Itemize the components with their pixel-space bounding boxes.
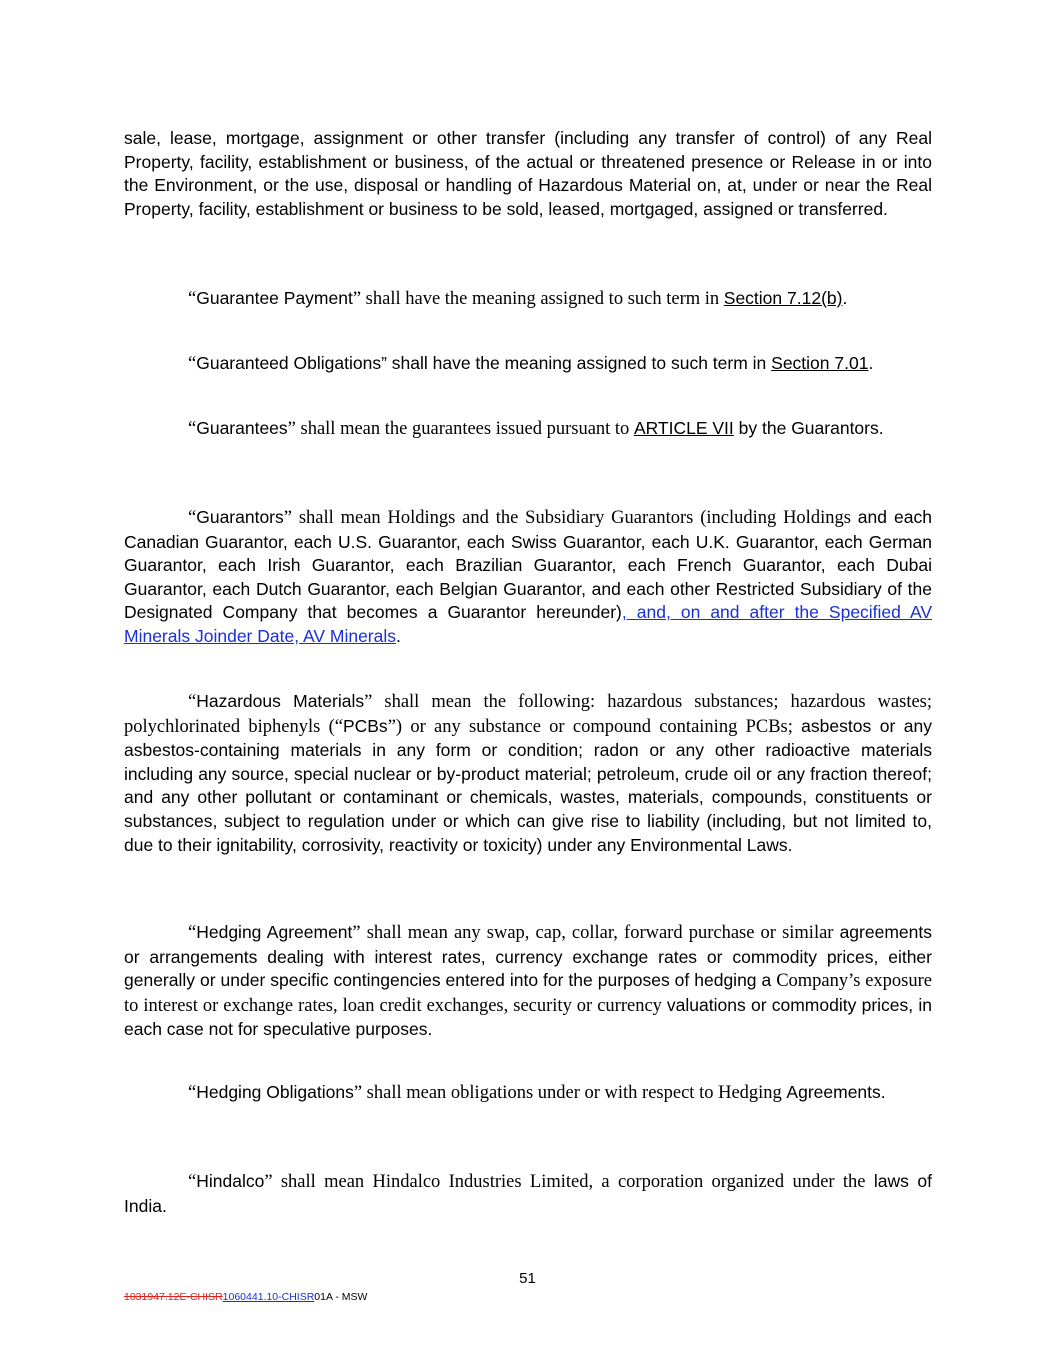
paragraph-text: sale, lease, mortgage, assignment or other transfer (including any transfer of control) of any Real Property, facility, establishment or business, of the actual or threatened presence or Release in or into the Environment, or the use, disposal or handling of Hazardous Material on, at, under or near the Real Property, facility, establishment or business to be sold, leased, mortgaged, assigned or transferred. (124, 128, 932, 219)
paragraph-continuation (124, 127, 932, 221)
definition-guaranteed-obligations: “Guaranteed Obligations” shall have the meaning assigned to such term in Section 7.01. (188, 353, 874, 374)
defined-term: Guarantee Payment (196, 288, 353, 308)
defined-term: Hindalco (196, 1171, 265, 1191)
defined-term: Guarantors (196, 507, 284, 527)
defined-term: Hazardous Materials (196, 691, 365, 711)
defined-term-pcbs: PCBs (342, 715, 388, 736)
section-reference: Section 7.01 (771, 353, 869, 373)
defined-term: Guaranteed Obligations (196, 353, 382, 373)
defined-term: Hedging Agreement (196, 922, 353, 942)
definition-guarantee-payment: “Guarantee Payment” shall have the meaning assigned to such term in Section 7.12(b). (188, 288, 848, 309)
document-footer-id: 1031947.12E-CHISR1060441.10-CHISR01A - MSW (124, 1291, 368, 1303)
definition-hindalco: “Hindalco” shall mean Hindalco Industries Limited, a corporation organized under the laws of India. (124, 1171, 932, 1216)
definition-guarantees: “Guarantees” shall mean the guarantees issued pursuant to ARTICLE VII by the Guarantors. (188, 418, 884, 439)
definition-guarantors: “Guarantors” shall mean Holdings and the Subsidiary Guarantors (including Holdings and each Canadian Guarantor, each U.S. Guarantor, each Swiss Guarantor, each U.K. Guarantor, each German Guarantor, each Irish Guarantor, each Brazilian Guarantor, each French Guarantor, each Dubai Guarantor, each Dutch Guarantor, each Belgian Guarantor, and each other Restricted Subsidiary of the Designated Company that becomes a Guarantor hereunder), and, on and after the Specified AV Minerals Joinder Date, AV Minerals. (124, 507, 932, 646)
defined-term: Guarantees (196, 418, 288, 438)
inserted-doc-id: 1060441.10-CHISR (222, 1291, 315, 1303)
definition-hedging-agreement: “Hedging Agreement” shall mean any swap, cap, collar, forward purchase or similar agreements or arrangements dealing with interest rates, currency exchange rates or commodity prices, either generally or under specific contingencies entered into for the purposes of hedging a Company’s exposure to interest or exchange rates, loan credit exchanges, security or currency valuations or commodity prices, in each case not for speculative purposes. (124, 922, 932, 1040)
deleted-doc-id: 1031947.12E-CHISR (124, 1291, 223, 1303)
section-reference: Section 7.12(b) (723, 288, 843, 308)
inserted-text: , and, on and after the Specified AV Minerals Joinder Date, AV Minerals (124, 602, 932, 646)
definition-hazardous-materials: “Hazardous Materials” shall mean the following: hazardous substances; hazardous wastes; polychlorinated biphenyls (“PCBs”) or any substance or compound containing PCBs; asbestos or any asbestos-containing materials in any form or condition; radon or any other radioactive materials including any source, special nuclear or by-product material; petroleum, crude oil or any fraction thereof; and any other pollutant or contaminant or chemicals, wastes, materials, compounds, constituents or substances, subject to regulation under or which can give rise to liability (including, but not limited to, due to their ignitability, corrosivity, reactivity or toxicity) under any Environmental Laws. (124, 691, 933, 855)
defined-term: Hedging Obligations (196, 1082, 354, 1102)
definition-hedging-obligations: “Hedging Obligations” shall mean obligations under or with respect to Hedging Agreements. (188, 1082, 886, 1103)
page-number: 51 (519, 1270, 536, 1287)
article-reference: ARTICLE VII (633, 418, 734, 438)
